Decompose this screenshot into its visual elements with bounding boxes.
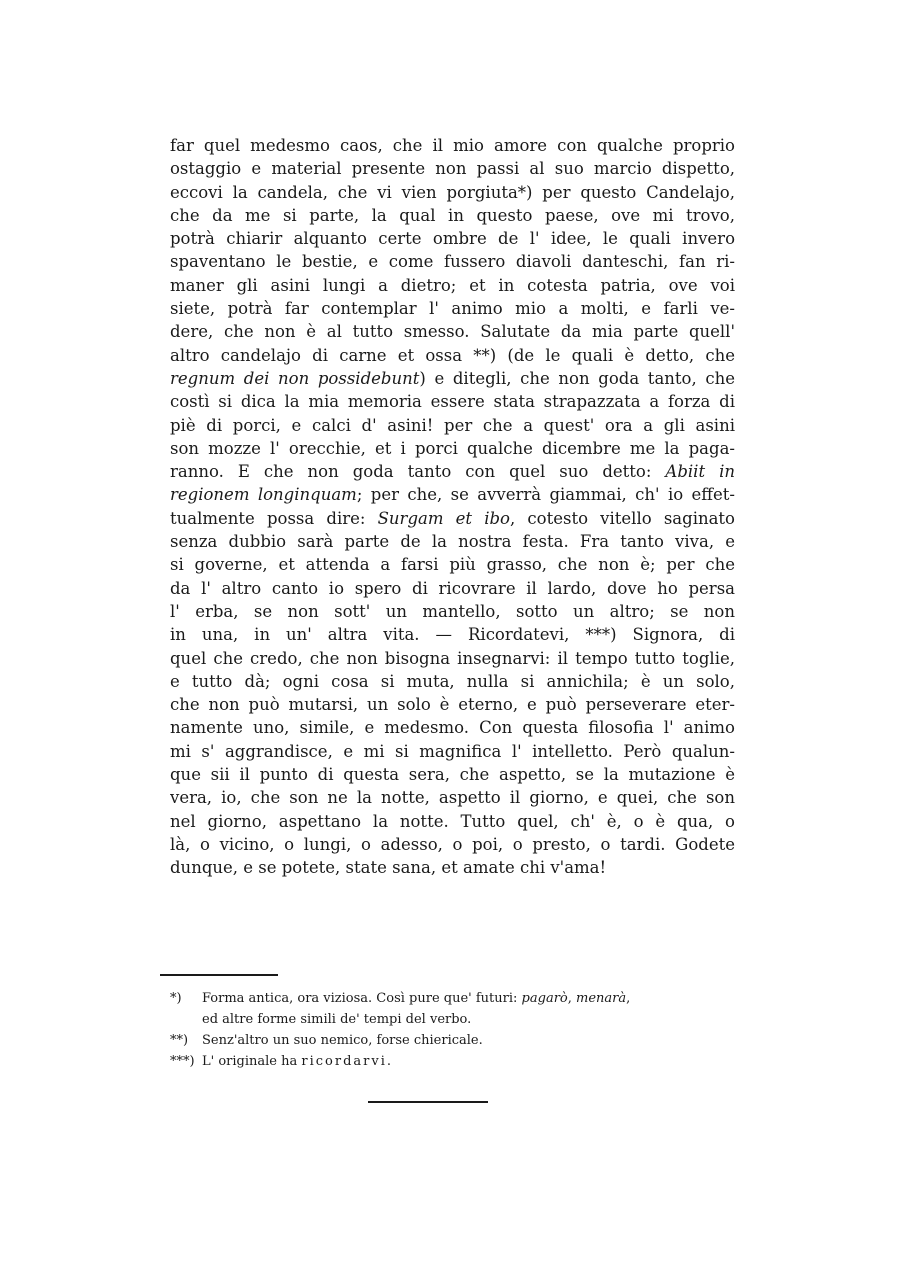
footnote-line	[170, 988, 735, 1009]
text-line	[170, 763, 735, 786]
text-line	[170, 134, 735, 157]
text-segment: mi s' aggrandisce, e mi si magnifica l' intelletto. Però qualun-	[170, 741, 735, 761]
text-line	[170, 320, 735, 343]
italic-text: regionem longinquam	[170, 485, 357, 505]
footnote-text: pagarò	[521, 991, 568, 1006]
footnote-text: L' originale ha	[202, 1054, 302, 1069]
footnote-text: Forma antica, ora viziosa. Così pure que' futuri:	[202, 991, 522, 1006]
text-line	[170, 786, 735, 809]
text-line	[170, 507, 735, 530]
text-line	[170, 833, 735, 856]
text-line	[170, 716, 735, 739]
footnote-text: ,	[567, 991, 576, 1006]
footnote-mark: *)	[170, 991, 182, 1006]
text-line	[170, 670, 735, 693]
text-line	[170, 390, 735, 413]
text-line	[170, 250, 735, 273]
text-segment: ranno. E che non goda tanto con quel suo detto:	[170, 462, 666, 482]
text-segment: quel che credo, che non bisogna insegnarvi: il tempo tutto toglie,	[170, 648, 735, 668]
footnote-text: ,	[626, 991, 631, 1006]
text-segment: siete, potrà far contemplar l' animo mio a molti, e farli ve-	[170, 299, 735, 319]
text-segment: namente uno, simile, e medesmo. Con questa filosofia l' animo	[170, 718, 735, 738]
text-segment: dere, che non è al tutto smesso. Salutate da mia parte quell'	[170, 322, 735, 342]
text-segment: costì si dica la mia memoria essere stata strapazzata a forza di	[170, 392, 735, 412]
text-line	[170, 530, 735, 553]
text-segment: dunque, e se potete, state sana, et amate chi v'ama!	[170, 858, 607, 878]
footnote-text: menarà	[576, 991, 627, 1006]
text-segment: spaventano le bestie, e come fussero diavoli danteschi, fan ri-	[170, 252, 735, 272]
text-line	[170, 693, 735, 716]
text-segment: , cotesto vitello saginato	[510, 508, 735, 528]
text-segment: maner gli asini lungi a dietro; et in cotesta patria, ove voi	[170, 275, 735, 295]
text-line	[170, 367, 735, 390]
footnote-text: Senz'altro un suo nemico, forse chiericale.	[202, 1033, 483, 1048]
footnote-mark: ***)	[170, 1054, 195, 1069]
text-line	[170, 297, 735, 320]
footnote-separator-rule	[160, 974, 278, 976]
text-line	[170, 157, 735, 180]
italic-text: Surgam et ibo	[377, 508, 510, 528]
text-segment: da l' altro canto io spero di ricovrare il lardo, dove ho persa	[170, 578, 735, 598]
text-segment: eccovi la candela, che vi vien porgiuta*) per questo Candelajo,	[170, 182, 735, 202]
text-line	[170, 227, 735, 250]
text-line	[170, 810, 735, 833]
text-segment: que sii il punto di questa sera, che aspetto, se la mutazione è	[170, 765, 735, 785]
text-line	[170, 344, 735, 367]
text-line	[170, 647, 735, 670]
text-line	[170, 437, 735, 460]
text-line	[170, 740, 735, 763]
text-line	[170, 553, 735, 576]
footnote-line	[170, 1009, 735, 1030]
text-segment: tualmente possa dire:	[170, 508, 378, 528]
text-line	[170, 181, 735, 204]
text-segment: e tutto dà; ogni cosa si muta, nulla si annichila; è un solo,	[170, 671, 735, 691]
text-line	[170, 414, 735, 437]
text-segment: vera, io, che son ne la notte, aspetto il giorno, e quei, che son	[170, 788, 735, 808]
footnote-line	[170, 1030, 735, 1051]
footnote-mark: **)	[170, 1033, 189, 1048]
text-segment: si governe, et attenda a farsi più grasso, che non è; per che	[170, 555, 735, 575]
text-segment: ) e ditegli, che non goda tanto, che	[419, 368, 735, 388]
text-segment: in una, in un' altra vita. — Ricordatevi, ***) Signora, di	[170, 625, 735, 645]
text-segment: altro candelajo di carne et ossa **) (de le quali è detto, che	[170, 345, 735, 365]
text-segment: son mozze l' orecchie, et i porci qualche dicembre me la paga-	[170, 438, 735, 458]
text-line	[170, 623, 735, 646]
text-line	[170, 577, 735, 600]
text-segment: nel giorno, aspettano la notte. Tutto quel, ch' è, o è qua, o	[170, 811, 735, 831]
text-segment: che non può mutarsi, un solo è eterno, e può perseverare eter-	[170, 695, 735, 715]
footnotes	[170, 988, 735, 1072]
text-segment: che da me si parte, la qual in questo paese, ove mi trovo,	[170, 205, 735, 225]
text-segment: piè di porci, e calci d' asini! per che a quest' ora a gli asini	[170, 415, 735, 435]
italic-text: regnum dei non possidebunt	[170, 368, 420, 388]
end-rule	[368, 1101, 488, 1103]
text-line	[170, 600, 735, 623]
text-segment: ; per che, se avverrà giammai, ch' io effet-	[356, 485, 735, 505]
footnote-text: ricordarvi	[301, 1054, 387, 1069]
footnote-text: .	[386, 1054, 392, 1069]
text-line	[170, 460, 735, 483]
footnote-line	[170, 1051, 735, 1072]
text-segment: far quel medesmo caos, che il mio amore con qualche proprio	[170, 136, 735, 155]
text-segment: là, o vicino, o lungi, o adesso, o poi, o presto, o tardi. Godete	[170, 834, 735, 854]
text-line	[170, 204, 735, 227]
text-segment: l' erba, se non sott' un mantello, sotto un altro; se non	[170, 601, 735, 621]
footnote-text: ed altre forme simili de' tempi del verbo.	[202, 1012, 472, 1027]
text-segment: potrà chiarir alquanto certe ombre de l' idee, le quali invero	[170, 229, 735, 249]
text-segment: ostaggio e material presente non passi al suo marcio dispetto,	[170, 159, 735, 179]
text-line	[170, 856, 735, 879]
text-segment: senza dubbio sarà parte de la nostra festa. Fra tanto viva, e	[170, 532, 735, 552]
text-line	[170, 274, 735, 297]
text-line	[170, 483, 735, 506]
main-text	[170, 134, 735, 880]
italic-text: Abiit in	[665, 462, 735, 482]
